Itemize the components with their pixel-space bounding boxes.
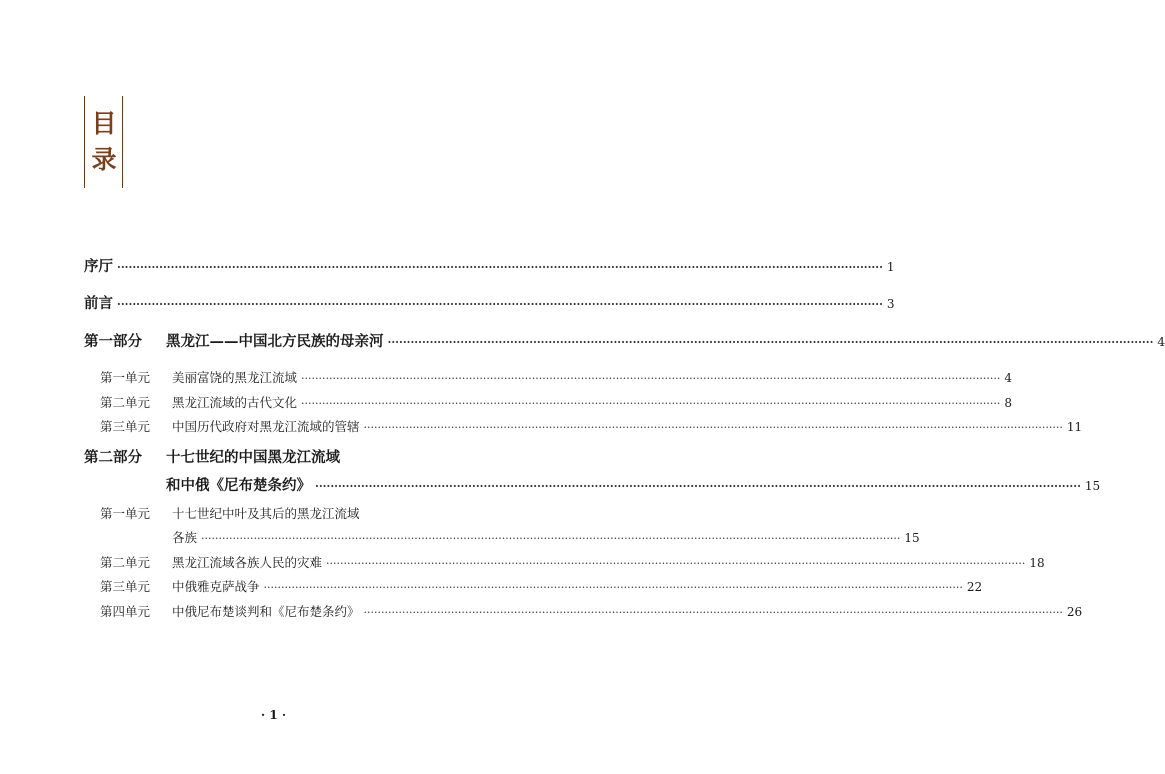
- unit-prefix: 第二单元: [100, 395, 151, 410]
- unit-prefix: 第一单元: [100, 506, 151, 521]
- unit-prefix: 第一单元: [100, 370, 151, 385]
- toc-entry-label: [100, 553, 322, 571]
- toc-page-number: 1: [886, 260, 895, 274]
- page-footer-number: · 1 ·: [260, 708, 287, 722]
- toc-page-number: 3: [886, 297, 895, 311]
- toc-entry-part2-unit1-line2[interactable]: [172, 528, 920, 546]
- toc-entry-foreword[interactable]: [84, 292, 895, 313]
- leader-dots: ········································································································································································································: [117, 298, 883, 311]
- toc-entry-label: 前言: [84, 295, 113, 312]
- toc-page-number: 4: [1004, 371, 1012, 385]
- toc-entry-part2-line2[interactable]: [166, 474, 1101, 495]
- unit-prefix: 第四单元: [100, 604, 151, 619]
- toc-entry-part2-unit2[interactable]: [100, 553, 1045, 571]
- unit-title-line2: 各族: [172, 530, 198, 545]
- leader-dots: ········································································································································································································: [363, 421, 1063, 434]
- toc-page-number: 11: [1066, 420, 1083, 434]
- unit-prefix: 第三单元: [100, 579, 151, 594]
- unit-prefix: 第三单元: [100, 419, 151, 434]
- unit-title: 中俄雅克萨战争: [172, 579, 260, 594]
- toc-title-block: [84, 96, 124, 188]
- toc-page-number: 8: [1004, 396, 1012, 410]
- title-rule-right: [122, 96, 123, 188]
- unit-title: 黑龙江流域各族人民的灾难: [172, 555, 323, 570]
- toc-page-number: 15: [1084, 479, 1101, 493]
- leader-dots: ········································································································································································································: [301, 397, 1001, 410]
- leader-dots: ········································································································································································································: [326, 557, 1026, 570]
- part-prefix: 第二部分: [84, 449, 142, 466]
- part-title-line2: 和中俄《尼布楚条约》: [166, 477, 311, 494]
- title-rule-left: [84, 96, 85, 188]
- leader-dots: ········································································································································································································: [315, 480, 1081, 493]
- toc-entry-part1-unit2[interactable]: [100, 393, 1012, 411]
- unit-title: 美丽富饶的黑龙江流域: [172, 370, 298, 385]
- unit-title-line1: 十七世纪中叶及其后的黑龙江流域: [172, 506, 360, 521]
- toc-entry-part2-unit1-line1[interactable]: [100, 504, 462, 522]
- toc-entry-label: 序厅: [84, 258, 113, 275]
- leader-dots: ········································································································································································································: [201, 532, 901, 545]
- toc-entry-label: [84, 330, 384, 351]
- toc-entry-label: [100, 602, 360, 620]
- toc-title-char-2: 录: [91, 145, 117, 174]
- toc-entry-part1-unit1[interactable]: [100, 368, 1012, 386]
- toc-page-number: 26: [1066, 605, 1083, 619]
- toc-entry-preface[interactable]: [84, 255, 895, 276]
- leader-dots: ········································································································································································································: [263, 581, 963, 594]
- unit-title: 中国历代政府对黑龙江流域的管辖: [172, 419, 360, 434]
- unit-title: 中俄尼布楚谈判和《尼布楚条约》: [172, 604, 360, 619]
- part-title: 黑龙江——中国北方民族的母亲河: [166, 333, 384, 350]
- part-prefix: 第一部分: [84, 333, 142, 350]
- toc-entry-label: [100, 368, 297, 386]
- toc-entry-part1[interactable]: [84, 330, 1165, 351]
- toc-entry-label: [100, 577, 260, 595]
- toc-title-char-1: 目: [91, 109, 117, 138]
- toc-page-number: 22: [966, 580, 983, 594]
- part-title-line1: 十七世纪的中国黑龙江流域: [166, 449, 340, 466]
- toc-entry-part1-unit3[interactable]: [100, 417, 1083, 435]
- toc-page-number: 18: [1029, 556, 1045, 570]
- leader-dots: ········································································································································································································: [387, 336, 1154, 349]
- toc-page-number: 4: [1157, 335, 1165, 349]
- toc-entry-part2-unit3[interactable]: [100, 577, 983, 595]
- toc-entry-part2-line1[interactable]: [84, 446, 462, 467]
- leader-dots: ········································································································································································································: [117, 261, 883, 274]
- toc-page-number: 15: [904, 531, 920, 545]
- toc-entry-label: [100, 393, 297, 411]
- leader-dots: ········································································································································································································: [301, 372, 1001, 385]
- unit-title: 黑龙江流域的古代文化: [172, 395, 298, 410]
- unit-prefix: 第二单元: [100, 555, 151, 570]
- toc-entry-part2-unit4[interactable]: [100, 602, 1083, 620]
- leader-dots: ········································································································································································································: [363, 606, 1063, 619]
- toc-entry-label: [100, 417, 360, 435]
